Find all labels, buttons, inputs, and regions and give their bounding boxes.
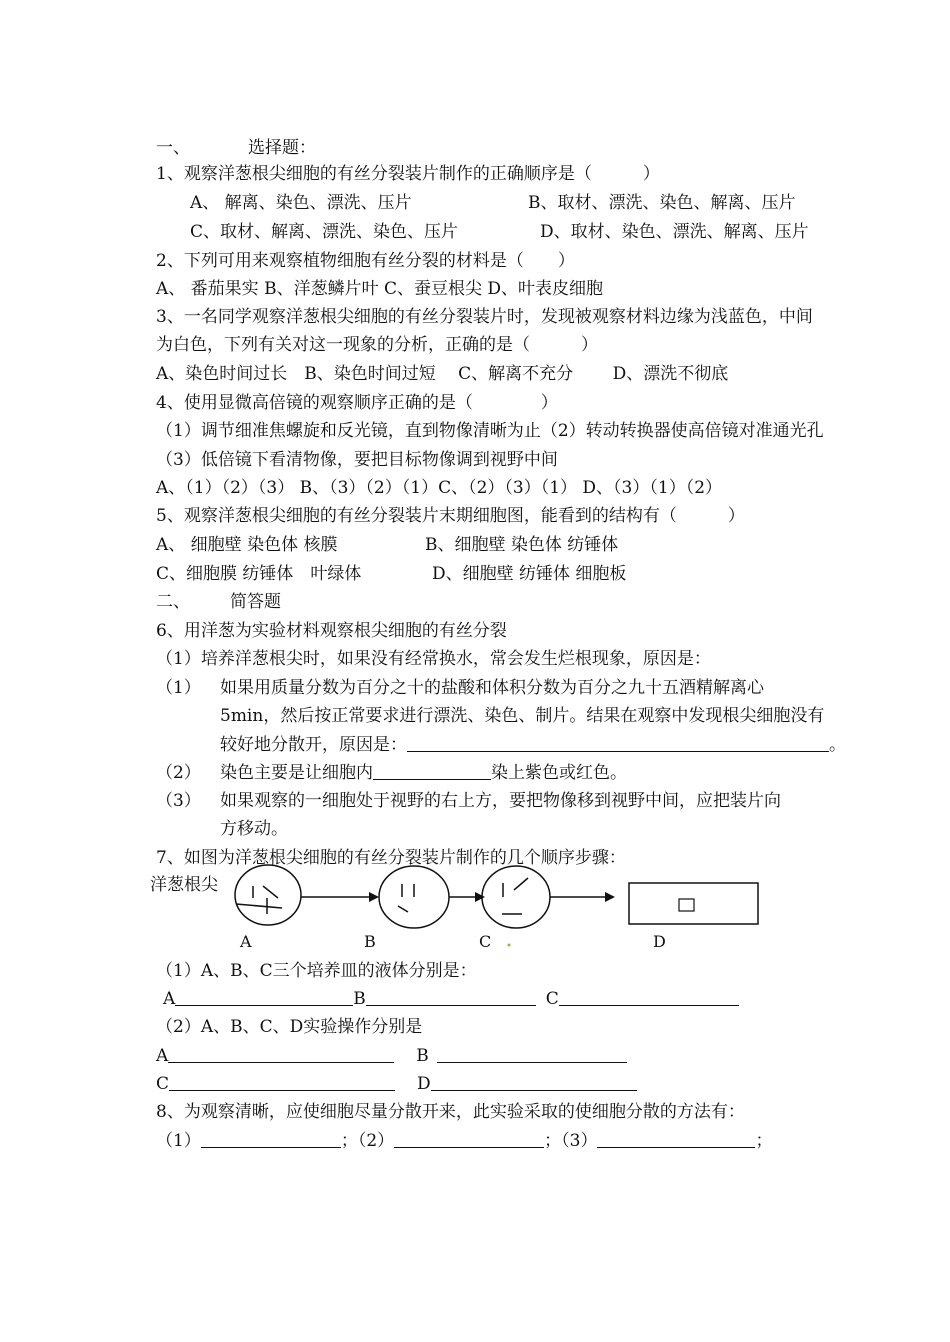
q7-sub2-c-label: C: [156, 1074, 170, 1094]
q1-option-b: B、取材、漂洗、染色、解离、压片: [528, 193, 796, 213]
q7-sub1-b-blank[interactable]: [366, 989, 536, 1006]
q7-sub1-c-label: C: [545, 989, 559, 1009]
q2-stem: 2、下列可用来观察植物细胞有丝分裂的材料是（ ）: [156, 251, 575, 271]
q7-sub2-b-label: B: [416, 1046, 429, 1066]
q3-stem-line2: 为白色，下列有关对这一现象的分析，正确的是（ ）: [156, 335, 598, 355]
fig-label-b: B: [364, 932, 376, 951]
q7-sub1-answers: [163, 988, 739, 1010]
q6-part3-line1: 如果观察的一细胞处于视野的右上方，要把物像移到视野中间，应把装片向: [220, 791, 781, 811]
q4-stem: 4、使用显微高倍镜的观察顺序正确的是（ ）: [156, 393, 558, 413]
q6-part2-line: [220, 762, 627, 784]
q7-sub1: （1）A、B、C三个培养皿的液体分别是：: [156, 961, 477, 981]
q6-part2-prefix: 染色主要是让细胞内: [220, 763, 373, 783]
q5-option-d: D、细胞壁 纺锤体 细胞板: [432, 564, 627, 584]
q6-part1-period: 。: [829, 735, 846, 755]
q5-stem: 5、观察洋葱根尖细胞的有丝分裂装片末期细胞图，能看到的结构有（ ）: [156, 506, 745, 526]
section-1-heading: [156, 137, 316, 159]
q7-sub2-c-blank[interactable]: [169, 1074, 395, 1091]
q8-end: ；: [755, 1131, 773, 1151]
q7-sub2-b-blank[interactable]: [437, 1046, 627, 1063]
q1-option-c: C、取材、解离、漂洗、染色、压片: [190, 222, 459, 242]
q6-part3-number: （3）: [156, 791, 201, 811]
q6-part1-line3: [220, 734, 846, 756]
q7-sub1-a-label: A: [163, 989, 176, 1009]
q1-stem: 1、观察洋葱根尖细胞的有丝分裂装片制作的正确顺序是（ ）: [156, 164, 660, 184]
q7-sub2-a-label: A: [156, 1046, 169, 1066]
q8-part3-blank[interactable]: [597, 1131, 755, 1148]
section-1-title: 选择题：: [248, 138, 316, 158]
q5-option-a: A、 细胞壁 染色体 核膜: [156, 535, 338, 555]
q5-option-c: C、细胞膜 纺锤体 叶绿体: [156, 564, 362, 584]
q6-part2-answer-blank[interactable]: [373, 763, 491, 780]
q7-sub1-b-label: B: [353, 989, 366, 1009]
q6-part1-answer-blank[interactable]: [407, 735, 829, 752]
q6-part1-line2: 5min，然后按正常要求进行漂洗、染色、制片。结果在观察中发现根尖细胞没有: [220, 706, 825, 726]
fig-dish-c: [482, 866, 550, 928]
fig-dish-a: [235, 865, 301, 925]
q8-answers: [156, 1130, 772, 1152]
q4-step-line1: （1）调节细准焦螺旋和反光镜，直到物像清晰为止（2）转动转换器使高倍镜对准通光孔: [156, 421, 824, 441]
q7-sub2-row1: [156, 1045, 627, 1067]
q2-options: A、 番茄果实 B、洋葱鳞片叶 C、蚕豆根尖 D、叶表皮细胞: [156, 279, 604, 299]
q4-options: A、（1）（2）（3） B、（3）（2）（1）C、（2）（3）（1） D、（3）（1）（2）: [156, 478, 723, 498]
q7-sub1-a-blank[interactable]: [175, 989, 353, 1006]
q6-intro: （1）培养洋葱根尖时，如果没有经常换水，常会发生烂根现象，原因是：: [156, 649, 711, 669]
section-2-heading: [156, 591, 281, 613]
section-2-title: 简答题: [230, 592, 281, 612]
q7-sub1-c-blank[interactable]: [559, 989, 739, 1006]
q7-sub2: （2）A、B、C、D实验操作分别是: [156, 1017, 423, 1037]
fig-onion-root-label: 洋葱根尖: [150, 875, 218, 895]
q3-stem-line1: 3、一名同学观察洋葱根尖细胞的有丝分裂装片时，发现被观察材料边缘为浅蓝色，中间: [156, 307, 813, 327]
q3-options: A、染色时间过长 B、染色时间过短 C、解离不充分 D、漂洗不彻底: [156, 364, 729, 384]
q8-part2-label: ；（2）: [340, 1131, 395, 1151]
q7-sub2-d-label: D: [417, 1074, 431, 1094]
fig-label-a: A: [240, 932, 252, 951]
q7-stem: 7、如图为洋葱根尖细胞的有丝分裂装片制作的几个顺序步骤：: [156, 848, 626, 868]
q6-stem: 6、用洋葱为实验材料观察根尖细胞的有丝分裂: [156, 621, 507, 641]
fig-label-d: D: [653, 932, 666, 951]
q5-option-b: B、细胞壁 染色体 纺锤体: [425, 535, 619, 555]
q6-part3-line2: 方移动。: [220, 819, 288, 839]
q8-part3-label: ；（3）: [544, 1131, 598, 1151]
q6-part1-number: （1）: [156, 678, 201, 698]
q8-part2-blank[interactable]: [394, 1131, 544, 1148]
q4-step-line2: （3）低倍镜下看清物像，要把目标物像调到视野中间: [156, 450, 558, 470]
q8-stem: 8、为观察清晰，应使细胞尽量分散开来，此实验采取的使细胞分散的方法有：: [156, 1102, 745, 1122]
section-1-number: 一、: [156, 138, 190, 158]
fig-pointer-line: [236, 904, 282, 908]
q7-sub2-d-blank[interactable]: [431, 1074, 637, 1091]
q1-option-d: D、取材、染色、漂洗、解离、压片: [540, 222, 809, 242]
q6-part2-suffix: 染上紫色或红色。: [491, 763, 627, 783]
q6-part1-line1: 如果用质量分数为百分之十的盐酸和体积分数为百分之九十五酒精解离心: [220, 678, 764, 698]
section-2-number: 二、: [156, 592, 190, 612]
q1-option-a: A、 解离、染色、漂洗、压片: [190, 193, 412, 213]
q7-sub2-a-blank[interactable]: [168, 1046, 394, 1063]
fig-label-c: C: [479, 932, 492, 951]
q6-part1-prompt: 较好地分散开，原因是：: [220, 735, 407, 755]
q7-sub2-row2: [156, 1073, 637, 1095]
q8-part1-label: （1）: [156, 1131, 201, 1151]
q6-part2-number: （2）: [156, 763, 201, 783]
q8-part1-blank[interactable]: [201, 1131, 341, 1148]
